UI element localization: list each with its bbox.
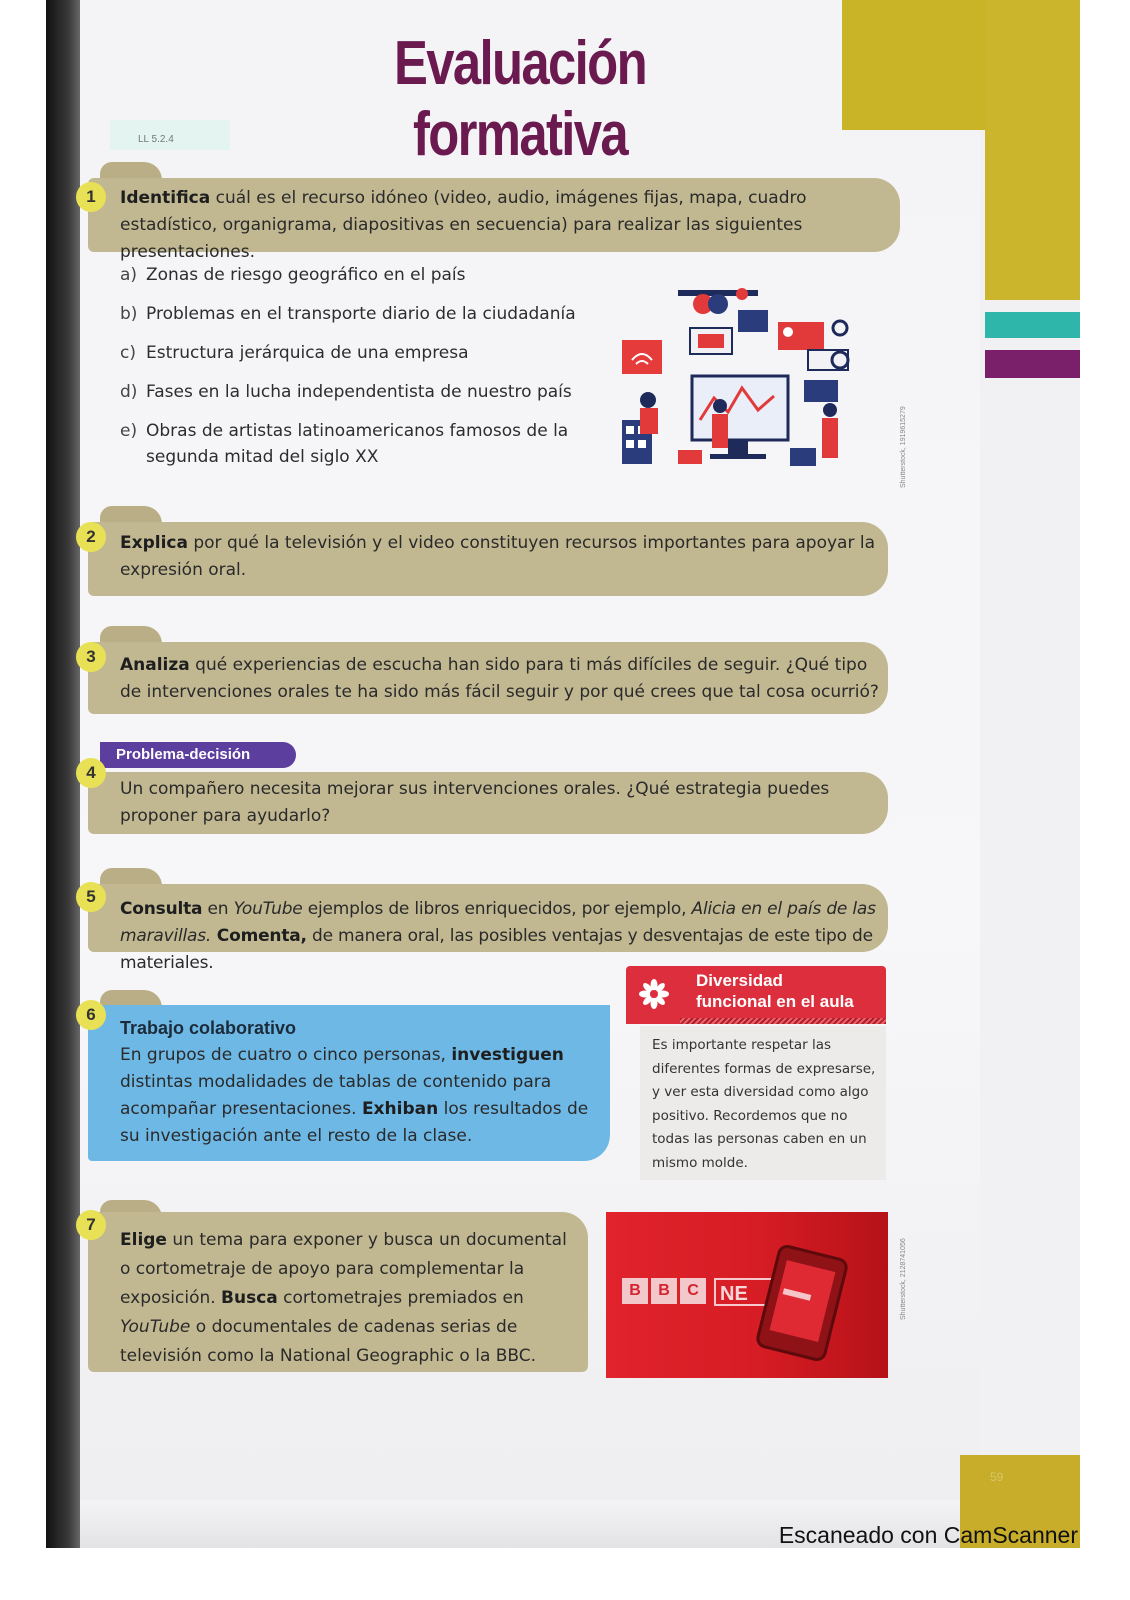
image-credit: Shutterstock, 2128741056 bbox=[900, 1238, 907, 1320]
q5-verb: Consulta bbox=[120, 899, 203, 919]
q2-verb: Explica bbox=[120, 533, 188, 553]
diversity-header bbox=[626, 966, 886, 1024]
curriculum-code: LL 5.2.4 bbox=[110, 120, 230, 150]
q1-list bbox=[120, 262, 580, 483]
list-item bbox=[120, 379, 580, 405]
diversity-title-line-1: Diversidad bbox=[696, 971, 783, 990]
book-title: Alicia en el país de las maravillas. bbox=[120, 899, 876, 946]
q3-prompt bbox=[120, 652, 880, 706]
diversity-hatch bbox=[680, 1018, 886, 1024]
q3-number: 3 bbox=[76, 642, 106, 672]
q5-prompt bbox=[120, 896, 885, 977]
youtube-name: YouTube bbox=[120, 1317, 191, 1337]
q6-verb-1: investiguen bbox=[451, 1045, 564, 1065]
collaborative-title: Trabajo colaborativo bbox=[120, 1018, 297, 1038]
q5-verb-2: Comenta, bbox=[211, 926, 307, 946]
list-text: Obras de artistas latinoamericanos famosos de la segunda mitad del siglo XX bbox=[146, 421, 569, 467]
q6-text-2: distintas modalidades de tablas de contenido para acompañar presentaciones. bbox=[120, 1072, 552, 1119]
q7-text-2: cortometrajes premiados en bbox=[277, 1288, 524, 1308]
bbc-letter: B bbox=[651, 1278, 677, 1304]
diversity-title bbox=[696, 970, 854, 1012]
q3-verb: Analiza bbox=[120, 655, 190, 675]
q6-text-3: los resultados de su investigación ante el resto de la clase. bbox=[120, 1099, 589, 1146]
q2-text: por qué la televisión y el video constituyen recursos importantes para apoyar la expresión oral. bbox=[120, 533, 876, 580]
q6-verb-2: Exhiban bbox=[361, 1099, 439, 1119]
page-title: Evaluación formativa bbox=[393, 29, 647, 169]
list-item bbox=[120, 301, 580, 327]
q5-text-3: de manera oral, las posibles ventajas y desventajas de este tipo de materiales. bbox=[120, 926, 873, 973]
q7-text-3: o documentales de cadenas serias de televisión como la National Geographic o la BBC. bbox=[120, 1317, 537, 1366]
q7-verb-2: Busca bbox=[221, 1288, 278, 1308]
q4-prompt: Un compañero necesita mejorar sus intervenciones orales. ¿Qué estrategia puedes proponer para ayudarlo? bbox=[120, 779, 830, 826]
q7-verb: Elige bbox=[120, 1230, 167, 1250]
list-letter: b) bbox=[120, 304, 138, 324]
q2-number: 2 bbox=[76, 522, 106, 552]
diversity-text: Es importante respetar las diferentes formas de expresarse, y ver esta diversidad como algo positivo. Recordemos que no todas las personas caben en un mismo molde. bbox=[652, 1037, 876, 1171]
list-text: Problemas en el transporte diario de la ciudadanía bbox=[146, 304, 576, 324]
list-item bbox=[120, 262, 580, 288]
media-illustration bbox=[618, 280, 868, 480]
bbc-logo bbox=[622, 1278, 706, 1304]
list-text: Fases en la lucha independentista de nuestro país bbox=[146, 382, 572, 402]
q7-text-1: un tema para exponer y busca un documental o cortometraje de apoyo para complementar la exposición. bbox=[120, 1230, 567, 1308]
list-text: Zonas de riesgo geográfico en el país bbox=[146, 265, 466, 285]
bbc-news-text: NE bbox=[714, 1278, 776, 1306]
q1-prompt bbox=[120, 185, 890, 266]
q7-number: 7 bbox=[76, 1210, 106, 1240]
list-letter: c) bbox=[120, 343, 136, 363]
list-letter: d) bbox=[120, 382, 138, 402]
q1-number: 1 bbox=[76, 182, 106, 212]
q2-prompt bbox=[120, 530, 880, 584]
list-item bbox=[120, 418, 580, 470]
page-number: 59 bbox=[990, 1470, 1004, 1484]
side-color-block bbox=[985, 0, 1080, 300]
q7-prompt bbox=[120, 1226, 580, 1371]
q5-text-2: ejemplos de libros enriquecidos, por ejemplo, bbox=[302, 899, 692, 919]
image-credit: Shutterstock, 1919615279 bbox=[900, 406, 907, 488]
q5-text-1: en bbox=[202, 899, 234, 919]
q6-number: 6 bbox=[76, 1000, 106, 1030]
list-item bbox=[120, 340, 580, 366]
q5-number: 5 bbox=[76, 882, 106, 912]
purple-stripe bbox=[985, 350, 1080, 378]
q1-verb: Identifica bbox=[120, 188, 211, 208]
q1-text: cuál es el recurso idóneo (video, audio, imágenes fijas, mapa, cuadro estadístico, organigrama, diapositivas en secuencia) para realizar las siguientes presentaciones. bbox=[120, 188, 807, 262]
bbc-letter: C bbox=[680, 1278, 706, 1304]
phone-screen bbox=[770, 1260, 836, 1342]
bbc-letter: B bbox=[622, 1278, 648, 1304]
q4-number: 4 bbox=[76, 758, 106, 788]
diversity-title-line-2: funcional en el aula bbox=[696, 992, 854, 1011]
list-letter: e) bbox=[120, 421, 138, 441]
q3-text: qué experiencias de escucha han sido para ti más difíciles de seguir. ¿Qué tipo de intervenciones orales te ha sido más fácil seguir y por qué crees que tal cosa ocurrió? bbox=[120, 655, 879, 702]
q6-prompt bbox=[120, 1042, 602, 1150]
list-text: Estructura jerárquica de una empresa bbox=[146, 343, 469, 363]
list-letter: a) bbox=[120, 265, 138, 285]
teal-stripe bbox=[985, 312, 1080, 338]
flower-icon bbox=[638, 978, 670, 1010]
camscanner-footer: Escaneado con CamScanner bbox=[778, 1522, 1078, 1548]
youtube-name: YouTube bbox=[233, 899, 303, 919]
problem-decision-tab: Problema-decisión bbox=[100, 742, 296, 768]
q6-text-1: En grupos de cuatro o cinco personas, bbox=[120, 1045, 452, 1065]
